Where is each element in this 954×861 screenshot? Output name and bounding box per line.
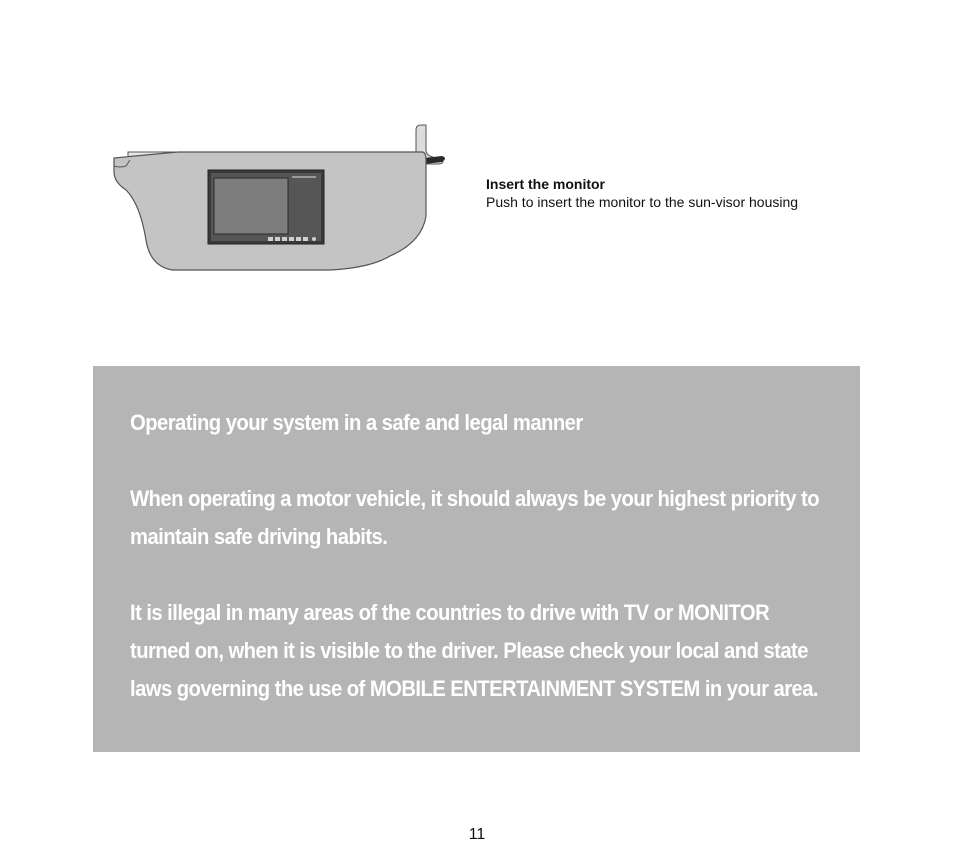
monitor-button	[303, 237, 308, 241]
page-number: 11	[468, 826, 486, 843]
safety-notice-box	[93, 366, 860, 752]
monitor-button	[282, 237, 287, 241]
safety-notice-paragraph: When operating a motor vehicle, it should always be your highest priority to maintain safe driving habits.	[130, 486, 820, 549]
monitor-brand-strip	[292, 176, 316, 178]
monitor-power-led	[312, 237, 316, 241]
insert-monitor-instruction	[486, 175, 906, 211]
safety-notice-heading: Operating your system in a safe and legal manner	[130, 410, 583, 435]
monitor-button	[275, 237, 280, 241]
monitor-button	[289, 237, 294, 241]
monitor-button	[268, 237, 273, 241]
legal-notice-paragraph: It is illegal in many areas of the countries to drive with TV or MONITOR turned on, when it is visible to the driver. Please check your local and state laws governing the use of MOBILE ENTERTAINMENT SYSTEM in your area.	[130, 600, 819, 701]
sun-visor-monitor-illustration	[110, 120, 450, 280]
monitor-screen	[214, 178, 288, 234]
instruction-text: Push to insert the monitor to the sun-visor housing	[486, 194, 799, 210]
instruction-title: Insert the monitor	[486, 176, 606, 192]
monitor-button	[296, 237, 301, 241]
